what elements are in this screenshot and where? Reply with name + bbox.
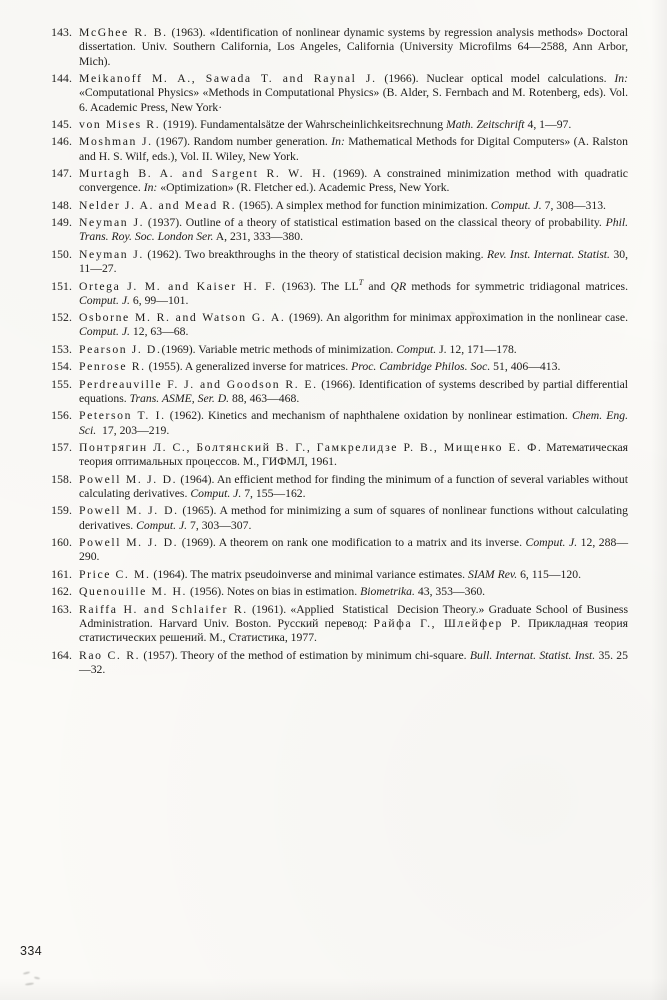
reference-number: 161.	[51, 567, 72, 581]
list-item	[42, 536, 628, 565]
list-item	[42, 409, 628, 438]
reference-text: Raiffa H. and Schlaifer R. (1961). «Applied Statistical Decision Theory.» Graduate School of Business Administration. Harvard Univ. Boston. Русский перевод: Райфа Г., Шлейфер Р. Прикладная теория статистических решений. М., Статистика, 1977.	[79, 602, 629, 645]
list-item	[42, 343, 628, 357]
reference-authors: Rao C. R.	[79, 648, 141, 662]
list-item	[42, 216, 628, 245]
scan-artifact	[23, 971, 30, 975]
reference-text: Nelder J. A. and Mead R. (1965). A simplex method for function minimization. Comput. J. 7, 308—313.	[79, 198, 606, 212]
list-item	[42, 378, 628, 407]
page-number: 334	[20, 944, 43, 958]
list-item	[42, 649, 628, 678]
reference-number: 162.	[51, 585, 72, 599]
list-item	[42, 568, 628, 582]
page-edge-shading	[651, 0, 667, 1000]
list-item	[42, 248, 628, 277]
reference-authors: Peterson T. I.	[79, 409, 166, 423]
reference-text: Price C. M. (1964). The matrix pseudoinverse and minimal variance estimates. SIAM Rev. 6, 115—120.	[79, 567, 581, 581]
reference-number: 144.	[51, 71, 72, 85]
reference-authors: Osborne M. R. and Watson G. A.	[79, 311, 286, 325]
reference-number: 164.	[51, 648, 72, 662]
list-item	[42, 585, 628, 599]
reference-number: 146.	[51, 135, 72, 149]
reference-authors: Perdreauville F. J. and Goodson R. E.	[79, 377, 318, 391]
reference-number: 150.	[51, 247, 72, 261]
reference-authors: Price C. M.	[79, 567, 151, 581]
reference-authors: Neyman J.	[79, 216, 145, 230]
list-item	[42, 441, 628, 470]
reference-text: Ortega J. M. and Kaiser H. F. (1963). The $LL^T$ and QR methods for symmetric tridiagonal matrices. Comput. J. 6, 99—101.	[79, 277, 628, 307]
list-item	[42, 360, 628, 374]
reference-text: Quenouille M. H. (1956). Notes on bias in estimation. Biometrika. 43, 353—360.	[79, 585, 486, 599]
list-item	[42, 72, 628, 115]
reference-number: 149.	[51, 216, 72, 230]
reference-text: Powell M. J. D. (1969). A theorem on rank one modification to a matrix and its inverse. Comput. J. 12, 288—290.	[79, 536, 629, 564]
list-item	[42, 135, 628, 164]
reference-authors: Nelder J. A. and Mead R.	[79, 198, 237, 212]
reference-authors: Понтрягин Л. С., Болтянский В. Г., Гамкрелидзе Р. В., Мищенко Е. Ф.	[79, 441, 543, 455]
reference-text: Neyman J. (1962). Two breakthroughs in the theory of statistical decision making. Rev. Inst. Internat. Statist. 30, 11—27.	[79, 247, 629, 276]
reference-text: Moshman J. (1967). Random number generation. In: Mathematical Methods for Digital Computers» (A. Ralston and H. S. Wilf, eds.), Vol. II. Wiley, New York.	[79, 135, 628, 163]
reference-authors: von Mises R.	[79, 117, 161, 131]
reference-text: Powell M. J. D. (1965). A method for minimizing a sum of squares of nonlinear functions without calculating derivatives. Comput. J. 7, 303—307.	[79, 504, 628, 532]
reference-authors: Powell M. J. D.	[79, 536, 179, 550]
reference-text: Perdreauville F. J. and Goodson R. E. (1966). Identification of systems described by partial differential equations. Trans. ASME, Ser. D. 88, 463—468.	[79, 377, 629, 405]
reference-number: 160.	[51, 536, 72, 550]
list-item	[42, 118, 628, 132]
reference-text: Murtagh B. A. and Sargent R. W. H. (1969). A constrained minimization method with quadratic convergence. In: «Optimization» (R. Fletcher ed.). Academic Press, New York.	[79, 167, 628, 195]
reference-number: 152.	[51, 311, 72, 325]
reference-text: Osborne M. R. and Watson G. A. (1969). An algorithm for minimax approximation in the nonlinear case. Comput. J. 12, 63—68.	[79, 311, 629, 339]
reference-number: 157.	[51, 441, 72, 455]
reference-text: Peterson T. I. (1962). Kinetics and mechanism of naphthalene oxidation by nonlinear estimation. Chem. Eng. Sci. 17, 203—219.	[79, 409, 628, 437]
reference-text: Powell M. J. D. (1964). An efficient method for finding the minimum of a function of several variables without calculating derivatives. Comput. J. 7, 155—162.	[79, 472, 628, 501]
reference-number: 155.	[51, 377, 72, 391]
list-item	[42, 277, 628, 309]
list-item	[42, 311, 628, 340]
list-item	[42, 199, 628, 213]
reference-text: Rao C. R. (1957). Theory of the method of estimation by minimum chi-square. Bull. Internat. Statist. Inst. 35. 25—32.	[79, 648, 628, 676]
reference-number: 145.	[51, 117, 72, 131]
list-item	[42, 473, 628, 502]
reference-authors: Quenouille M. H.	[79, 585, 188, 599]
reference-authors: Raiffa H. and Schlaifer R.	[79, 602, 248, 616]
reference-authors: Powell M. J. D.	[79, 472, 178, 486]
reference-list	[42, 26, 628, 680]
list-item	[42, 504, 628, 533]
reference-text: Pearson J. D.(1969). Variable metric methods of minimization. Comput. J. 12, 171—178.	[79, 342, 517, 356]
list-item	[42, 167, 628, 196]
reference-authors: Penrose R.	[79, 360, 146, 374]
list-item	[42, 26, 628, 69]
reference-number: 151.	[51, 279, 72, 293]
reference-text: Meikanoff M. A., Sawada T. and Raynal J. (1966). Nuclear optical model calculations. In: «Computational Physics» ​«Methods in Computational Physics» (B. Alder, S. Fernbach and M. Rotenberg, eds). Vol. 6. Academic Press, New York·	[79, 71, 628, 114]
reference-authors: McGhee R. B.	[79, 26, 168, 39]
reference-number: 154.	[51, 360, 72, 374]
reference-text: Penrose R. (1955). A generalized inverse for matrices. Proc. Cambridge Philos. Soc. 51, 406—413.	[79, 360, 561, 374]
page-bottom-shading	[0, 978, 667, 1000]
reference-number: 143.	[51, 26, 72, 39]
reference-number: 158.	[51, 472, 72, 486]
reference-authors: Murtagh B. A. and Sargent R. W. H.	[79, 167, 327, 181]
reference-authors: Ortega J. M. and Kaiser H. F.	[79, 279, 277, 293]
reference-text: von Mises R. (1919). Fundamentalsätze der Wahrscheinlichkeitsrechnung Math. Zeitschrift 4, 1—97.	[79, 117, 572, 131]
reference-authors: Meikanoff M. A., Sawada T. and Raynal J.	[79, 71, 377, 85]
reference-number: 148.	[51, 198, 72, 212]
reference-text: Neyman J. (1937). Outline of a theory of statistical estimation based on the classical theory of probability. Phil. Trans. Roy. Soc. London Ser. A, 231, 333—380.	[79, 216, 628, 244]
reference-number: 159.	[51, 504, 72, 518]
reference-text: McGhee R. B. (1963). «Identification of nonlinear dynamic systems by regression analysis methods» Doctoral dissertation. Univ. Southern California, Los Angeles, California (University Microfilms 64—2588, Ann Arbor, Mich).	[79, 26, 629, 68]
list-item	[42, 603, 628, 646]
reference-authors: Powell M. J. D.	[79, 504, 179, 518]
reference-text: Понтрягин Л. С., Болтянский В. Г., Гамкрелидзе Р. В., Мищенко Е. Ф. Математическая теория оптимальных процессов. М., ГИФМЛ, 1961.	[79, 441, 629, 469]
reference-number: 163.	[51, 602, 72, 616]
reference-authors: Moshman J.	[79, 135, 153, 149]
reference-authors: Pearson J. D.	[79, 342, 162, 356]
reference-number: 156.	[51, 409, 72, 423]
reference-number: 147.	[51, 167, 72, 181]
reference-number: 153.	[51, 342, 72, 356]
reference-authors: Neyman J.	[79, 247, 144, 261]
